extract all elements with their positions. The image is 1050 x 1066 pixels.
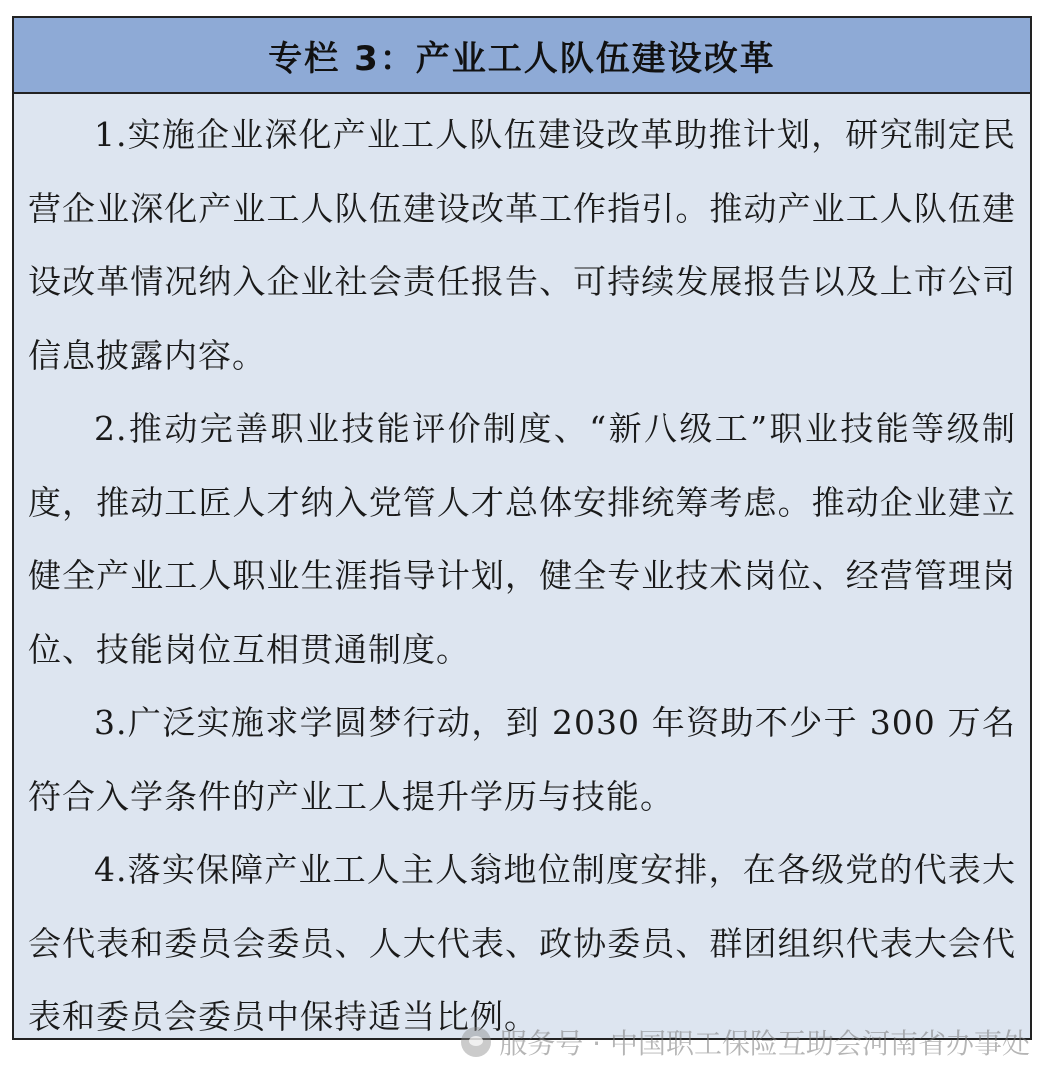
paragraph-1: 1.实施企业深化产业工人队伍建设改革助推计划，研究制定民营企业深化产业工人队伍建设改革工作指引。推动产业工人队伍建设改革情况纳入企业社会责任报告、可持续发展报告以及上市公司信息披露内容。 xyxy=(28,115,1016,375)
column-content xyxy=(14,94,1030,1054)
watermark-text: 服务号 · 中国职工保险互助会河南省办事处 xyxy=(499,1027,1030,1060)
column-box xyxy=(12,16,1032,1040)
paragraph-2: 2.推动完善职业技能评价制度、“新八级工”职业技能等级制度，推动工匠人才纳入党管人才总体安排统筹考虑。推动企业建立健全产业工人职业生涯指导计划，健全专业技术岗位、经营管理岗位、技能岗位互相贯通制度。 xyxy=(28,409,1016,669)
paragraph-3: 3.广泛实施求学圆梦行动，到 2030 年资助不少于 300 万名符合入学条件的产业工人提升学历与技能。 xyxy=(28,703,1016,816)
title-bar xyxy=(14,18,1030,94)
paragraph-4: 4.落实保障产业工人主人翁地位制度安排，在各级党的代表大会代表和委员会委员、人大代表、政协委员、群团组织代表大会代表和委员会委员中保持适当比例。 xyxy=(28,850,1016,1036)
column-title: 专栏 3：产业工人队伍建设改革 xyxy=(268,38,776,79)
